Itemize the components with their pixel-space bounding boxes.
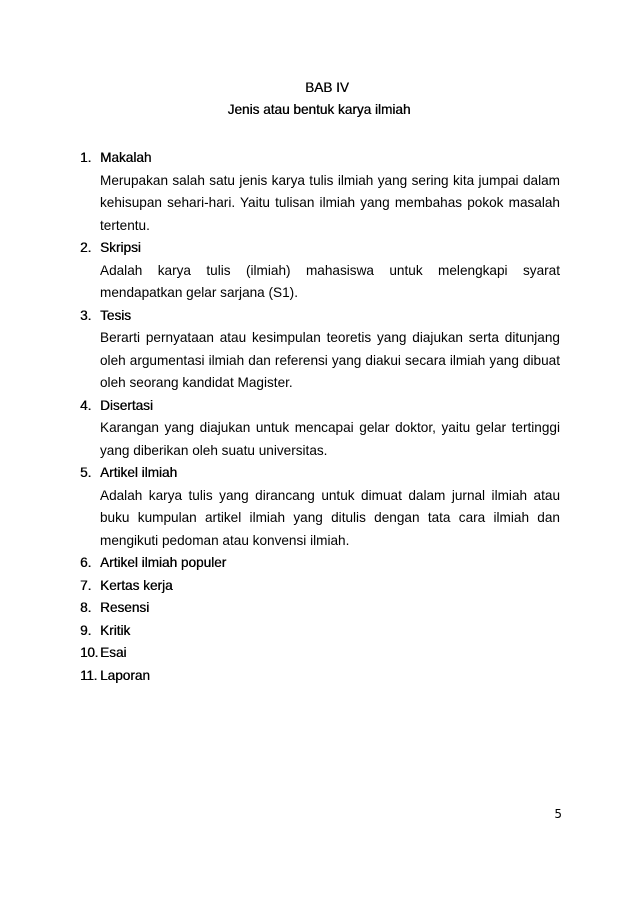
- list-item: [80, 395, 560, 463]
- list-item-number: 2.: [80, 240, 92, 255]
- list-item: [80, 305, 560, 395]
- list-item-title: Skripsi: [100, 240, 141, 255]
- list-item-number: 6.: [80, 555, 92, 570]
- list-item-number: 10.: [80, 645, 98, 660]
- list-item-title: Resensi: [100, 600, 150, 615]
- list-item-description: Merupakan salah satu jenis karya tulis ilmiah yang sering kita jumpai dalam kehisupan sehari-hari. Yaitu tulisan ilmiah yang membahas pokok masalah tertentu.: [100, 172, 560, 233]
- list-item-title: Esai: [100, 645, 127, 660]
- list-item-number: 1.: [80, 150, 92, 165]
- list-item-number: 4.: [80, 397, 92, 413]
- list-item-number: 3.: [80, 307, 92, 323]
- list-item: [80, 575, 560, 598]
- list-item-description: Karangan yang diajukan untuk mencapai gelar doktor, yaitu gelar tertinggi yang diberikan oleh suatu universitas.: [100, 420, 560, 458]
- chapter-subtitle: Jenis atau bentuk karya ilmiah: [227, 102, 411, 117]
- list-item-title: Kritik: [100, 622, 131, 638]
- chapter-heading: BAB IV: [305, 80, 349, 95]
- list-item-title: Kertas kerja: [100, 577, 173, 593]
- list-item-title: Artikel ilmiah populer: [100, 555, 227, 570]
- list-item: [80, 597, 560, 620]
- list-item-title: Tesis: [100, 307, 131, 323]
- list-item: [80, 237, 560, 305]
- list-item: [80, 665, 560, 688]
- list-item-number: 8.: [80, 600, 92, 615]
- list-item-description: Berarti pernyataan atau kesimpulan teoretis yang diajukan serta ditunjang oleh argumentasi ilmiah dan referensi yang diakui secara ilmiah yang dibuat oleh seorang kandidat Magister.: [100, 330, 560, 390]
- list-item-title: Disertasi: [100, 397, 153, 413]
- list-item-number: 5.: [80, 465, 92, 480]
- list-item-number: 7.: [80, 577, 92, 593]
- list-item: [80, 147, 560, 237]
- list-item-number: 11.: [80, 667, 97, 683]
- list-item-title: Artikel ilmiah: [100, 465, 178, 480]
- list-item-description: Adalah karya tulis yang dirancang untuk dimuat dalam jurnal ilmiah atau buku kumpulan artikel ilmiah yang ditulis dengan tata cara ilmiah dan mengikuti pedoman atau konvensi ilmiah.: [100, 487, 560, 548]
- list-item: [80, 552, 560, 575]
- list-item: [80, 620, 560, 643]
- list-item-number: 9.: [80, 622, 92, 638]
- list-item-title: Laporan: [100, 667, 150, 683]
- karya-ilmiah-list: [80, 147, 560, 687]
- list-item: [80, 462, 560, 552]
- list-item: [80, 642, 560, 665]
- page-number: 5: [554, 807, 562, 821]
- list-item-title: Makalah: [100, 150, 152, 165]
- list-item-description: Adalah karya tulis (ilmiah) mahasiswa untuk melengkapi syarat mendapatkan gelar sarjana (S1).: [100, 262, 560, 300]
